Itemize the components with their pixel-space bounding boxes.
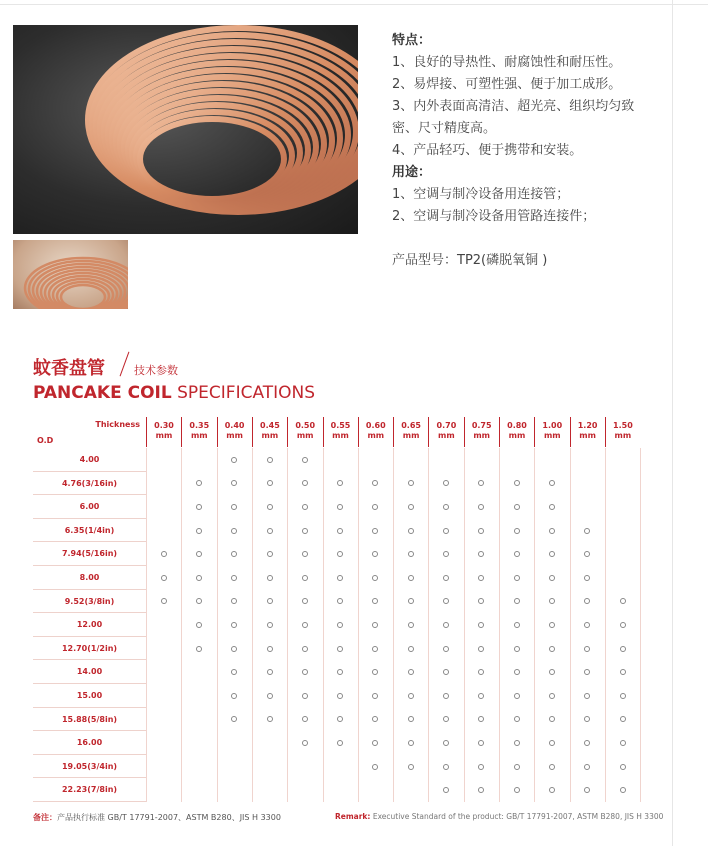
availability-mark <box>408 764 414 770</box>
availability-mark <box>408 716 414 722</box>
availability-mark <box>408 575 414 581</box>
sheet-title-en-light: SPECIFICATIONS <box>177 383 316 403</box>
availability-mark <box>478 716 484 722</box>
thumbnail-coil-graphic <box>13 240 128 309</box>
od-value: 6.00 <box>79 502 100 512</box>
thickness-header <box>252 417 287 447</box>
availability-mark <box>549 598 555 604</box>
sheet-title-en <box>33 383 315 403</box>
coil-ring <box>140 119 284 199</box>
od-value: 14.00 <box>76 667 103 677</box>
availability-mark <box>196 575 202 581</box>
availability-mark <box>443 716 449 722</box>
availability-mark <box>584 716 590 722</box>
column-divider <box>217 448 218 802</box>
availability-mark <box>196 598 202 604</box>
availability-mark <box>372 528 378 534</box>
thickness-value: 0.30 <box>154 421 174 430</box>
availability-mark <box>408 646 414 652</box>
availability-mark <box>302 622 308 628</box>
thickness-value: 1.20 <box>577 421 598 430</box>
availability-mark <box>478 528 484 534</box>
availability-mark <box>337 693 343 699</box>
thickness-header <box>358 417 393 447</box>
availability-mark <box>337 740 343 746</box>
availability-mark <box>196 646 202 652</box>
availability-mark <box>302 528 308 534</box>
thickness-value: 1.50 <box>613 421 633 430</box>
availability-mark <box>549 787 555 793</box>
availability-mark <box>443 787 449 793</box>
availability-mark <box>372 575 378 581</box>
thumb-coil-ring <box>61 285 105 309</box>
availability-mark <box>408 598 414 604</box>
availability-mark <box>514 528 520 534</box>
availability-mark <box>372 740 378 746</box>
availability-mark <box>161 575 167 581</box>
availability-mark <box>584 740 590 746</box>
availability-mark <box>267 669 273 675</box>
features-heading: 特点： <box>392 33 432 48</box>
od-value: 15.00 <box>76 690 103 700</box>
column-divider <box>464 448 465 802</box>
thickness-label: Thickness <box>95 420 140 429</box>
availability-mark <box>231 575 237 581</box>
od-value: 6.35(1/4in) <box>64 525 115 535</box>
availability-mark <box>408 480 414 486</box>
od-value: 9.52(3/8in) <box>64 596 115 606</box>
availability-mark <box>620 764 626 770</box>
availability-mark <box>231 528 237 534</box>
availability-mark <box>478 740 484 746</box>
availability-mark <box>337 504 343 510</box>
availability-mark <box>302 551 308 557</box>
availability-mark <box>549 693 555 699</box>
sheet-title-en-bold: PANCAKE COIL <box>33 383 172 403</box>
availability-mark <box>231 598 237 604</box>
availability-mark <box>302 740 308 746</box>
thickness-unit: mm <box>226 431 243 440</box>
thickness-header <box>570 417 605 447</box>
od-value: 12.70(1/2in) <box>61 643 118 653</box>
availability-mark <box>584 575 590 581</box>
availability-mark <box>549 669 555 675</box>
availability-mark <box>549 504 555 510</box>
availability-mark <box>372 669 378 675</box>
availability-mark <box>478 551 484 557</box>
availability-mark <box>514 575 520 581</box>
availability-mark <box>372 480 378 486</box>
availability-mark <box>514 693 520 699</box>
product-photo-main[interactable] <box>13 25 358 234</box>
availability-mark <box>267 504 273 510</box>
availability-mark <box>267 622 273 628</box>
thickness-value: 0.50 <box>295 421 316 430</box>
availability-mark <box>478 693 484 699</box>
availability-mark <box>443 740 449 746</box>
availability-mark <box>337 551 343 557</box>
availability-mark <box>620 622 626 628</box>
thickness-unit: mm <box>473 431 491 440</box>
availability-mark <box>408 622 414 628</box>
availability-mark <box>302 480 308 486</box>
availability-mark <box>549 575 555 581</box>
thickness-header <box>464 417 499 447</box>
availability-mark <box>231 716 237 722</box>
thickness-value: 0.45 <box>260 421 280 430</box>
column-divider <box>146 448 147 802</box>
availability-mark <box>231 480 237 486</box>
availability-mark <box>267 551 273 557</box>
thickness-unit: mm <box>614 431 632 440</box>
availability-mark <box>443 622 449 628</box>
product-features <box>392 30 672 272</box>
availability-mark <box>478 480 484 486</box>
availability-mark <box>337 598 343 604</box>
remark-cn <box>33 812 281 823</box>
availability-mark <box>231 457 237 463</box>
column-divider <box>570 448 571 802</box>
availability-mark <box>372 716 378 722</box>
availability-mark <box>443 646 449 652</box>
availability-mark <box>549 646 555 652</box>
availability-mark <box>620 693 626 699</box>
availability-mark <box>620 598 626 604</box>
copper-coil-graphic <box>13 25 358 234</box>
availability-mark <box>302 457 308 463</box>
availability-mark <box>231 622 237 628</box>
availability-mark <box>443 764 449 770</box>
availability-mark <box>337 528 343 534</box>
availability-mark <box>267 598 273 604</box>
od-value: 19.05(3/4in) <box>61 761 118 771</box>
availability-mark <box>514 646 520 652</box>
availability-mark <box>514 551 520 557</box>
availability-mark <box>584 622 590 628</box>
column-divider <box>605 448 606 802</box>
od-value: 22.23(7/8in) <box>61 785 118 795</box>
availability-mark <box>584 598 590 604</box>
availability-mark <box>443 504 449 510</box>
thickness-value: 1.00 <box>542 421 563 430</box>
availability-mark <box>196 480 202 486</box>
availability-mark <box>408 504 414 510</box>
feature-item: 1、良好的导热性、耐腐蚀性和耐压性。 <box>392 55 622 70</box>
thickness-unit: mm <box>367 431 385 440</box>
right-divider <box>672 0 673 846</box>
availability-mark <box>478 575 484 581</box>
availability-mark <box>408 740 414 746</box>
availability-mark <box>620 646 626 652</box>
availability-mark <box>196 528 202 534</box>
column-divider <box>640 448 641 802</box>
availability-mark <box>514 669 520 675</box>
availability-mark <box>549 622 555 628</box>
availability-mark <box>584 646 590 652</box>
header-corner <box>33 417 146 447</box>
column-divider <box>181 448 182 802</box>
od-value: 4.00 <box>79 455 100 464</box>
sheet-subtitle-cn: 技术参数 <box>134 364 178 377</box>
od-label: O.D <box>37 436 54 445</box>
availability-mark <box>478 504 484 510</box>
column-divider <box>428 448 429 802</box>
feature-item: 2、易焊接、可塑性强、便于加工成形。 <box>392 77 622 92</box>
thickness-value: 0.40 <box>224 421 245 430</box>
thickness-unit: mm <box>261 431 279 440</box>
availability-mark <box>302 716 308 722</box>
availability-mark <box>372 622 378 628</box>
availability-mark <box>514 740 520 746</box>
thickness-header <box>181 417 216 447</box>
availability-mark <box>620 740 626 746</box>
thickness-value: 0.35 <box>189 421 210 430</box>
availability-mark <box>478 598 484 604</box>
thickness-value: 0.60 <box>365 421 386 430</box>
availability-mark <box>267 716 273 722</box>
availability-mark <box>478 669 484 675</box>
availability-mark <box>549 528 555 534</box>
availability-mark <box>443 551 449 557</box>
availability-mark <box>408 693 414 699</box>
availability-mark <box>514 480 520 486</box>
thickness-value: 0.65 <box>401 421 421 430</box>
availability-mark <box>514 504 520 510</box>
thickness-unit: mm <box>579 431 596 440</box>
availability-mark <box>549 716 555 722</box>
availability-mark <box>302 598 308 604</box>
availability-mark <box>337 575 343 581</box>
thickness-unit: mm <box>543 431 561 440</box>
product-thumbnail[interactable] <box>13 240 128 309</box>
availability-mark <box>584 764 590 770</box>
column-divider <box>323 448 324 802</box>
availability-mark <box>337 669 343 675</box>
thickness-unit: mm <box>190 431 208 440</box>
availability-mark <box>514 764 520 770</box>
availability-mark <box>584 551 590 557</box>
availability-mark <box>267 575 273 581</box>
availability-mark <box>231 504 237 510</box>
thickness-header <box>287 417 322 447</box>
availability-mark <box>372 551 378 557</box>
availability-mark <box>584 528 590 534</box>
feature-item: 4、产品轻巧、便于携带和安装。 <box>392 143 583 158</box>
remark-cn-label: 备注： <box>33 813 57 822</box>
availability-mark <box>372 764 378 770</box>
availability-mark <box>478 622 484 628</box>
thickness-header <box>393 417 428 447</box>
column-divider <box>534 448 535 802</box>
availability-mark <box>267 646 273 652</box>
availability-mark <box>443 575 449 581</box>
usage-item: 1、空调与制冷设备用连接管； <box>392 187 570 202</box>
od-value: 12.00 <box>76 620 103 630</box>
availability-mark <box>231 646 237 652</box>
availability-mark <box>443 669 449 675</box>
thickness-value: 0.75 <box>471 421 492 430</box>
thickness-unit: mm <box>402 431 420 440</box>
availability-mark <box>443 528 449 534</box>
availability-mark <box>196 504 202 510</box>
column-divider <box>499 448 500 802</box>
availability-mark <box>196 551 202 557</box>
od-value: 8.00 <box>79 572 100 582</box>
thickness-unit: mm <box>296 431 314 440</box>
availability-mark <box>196 622 202 628</box>
availability-mark <box>372 504 378 510</box>
availability-mark <box>443 480 449 486</box>
product-model: 产品型号：TP2(磷脱氧铜 ) <box>392 253 548 268</box>
od-value: 16.00 <box>76 738 103 748</box>
availability-mark <box>620 716 626 722</box>
thickness-value: 0.80 <box>507 421 527 430</box>
thickness-value: 0.55 <box>330 421 351 430</box>
usage-heading: 用途： <box>392 165 432 180</box>
thickness-header <box>605 417 640 447</box>
availability-mark <box>267 528 273 534</box>
row-separator <box>33 801 146 802</box>
thickness-unit: mm <box>438 431 455 440</box>
thickness-header <box>217 417 252 447</box>
availability-mark <box>231 693 237 699</box>
specification-sheet <box>13 345 672 838</box>
thickness-value: 0.70 <box>436 421 457 430</box>
availability-mark <box>478 787 484 793</box>
availability-mark <box>514 716 520 722</box>
availability-mark <box>408 551 414 557</box>
column-divider <box>393 448 394 802</box>
availability-mark <box>372 646 378 652</box>
feature-item: 密、尺寸精度高。 <box>392 121 497 136</box>
thickness-unit: mm <box>508 431 526 440</box>
remark-en-text: Executive Standard of the product: GB/T 17791-2007, ASTM B280, JIS H 3300 <box>372 812 664 821</box>
availability-mark <box>231 551 237 557</box>
availability-mark <box>302 669 308 675</box>
usage-item: 2、空调与制冷设备用管路连接件； <box>392 209 596 224</box>
remark-en-label: Remark: <box>335 812 371 821</box>
availability-mark <box>443 693 449 699</box>
availability-mark <box>620 787 626 793</box>
availability-mark <box>302 504 308 510</box>
availability-mark <box>337 480 343 486</box>
availability-mark <box>443 598 449 604</box>
availability-mark <box>302 693 308 699</box>
availability-mark <box>514 598 520 604</box>
availability-mark <box>514 787 520 793</box>
availability-mark <box>549 764 555 770</box>
availability-mark <box>408 528 414 534</box>
availability-mark <box>584 693 590 699</box>
od-value: 7.94(5/16in) <box>61 549 118 559</box>
sheet-title-cn: 蚊香盘管 <box>33 358 105 379</box>
availability-mark <box>584 787 590 793</box>
title-slash <box>120 352 130 377</box>
availability-mark <box>161 598 167 604</box>
thickness-header <box>428 417 463 447</box>
availability-mark <box>514 622 520 628</box>
availability-mark <box>478 764 484 770</box>
thickness-header <box>499 417 534 447</box>
availability-mark <box>337 646 343 652</box>
column-divider <box>358 448 359 802</box>
availability-mark <box>372 693 378 699</box>
availability-mark <box>302 575 308 581</box>
availability-mark <box>231 669 237 675</box>
availability-mark <box>267 480 273 486</box>
availability-mark <box>584 669 590 675</box>
thickness-header <box>323 417 358 447</box>
top-divider <box>0 4 708 5</box>
column-divider <box>252 448 253 802</box>
availability-mark <box>337 716 343 722</box>
od-value: 15.88(5/8in) <box>61 714 118 724</box>
column-divider <box>287 448 288 802</box>
remark-cn-text: 产品执行标准 GB/T 17791-2007、ASTM B280、JIS H 3300 <box>57 813 281 822</box>
availability-mark <box>161 551 167 557</box>
availability-mark <box>549 551 555 557</box>
availability-mark <box>267 457 273 463</box>
remark-en <box>335 812 663 821</box>
availability-mark <box>302 646 308 652</box>
od-value: 4.76(3/16in) <box>61 478 118 488</box>
thickness-unit: mm <box>155 431 173 440</box>
availability-mark <box>267 693 273 699</box>
availability-mark <box>549 480 555 486</box>
thickness-header <box>146 417 181 447</box>
availability-mark <box>372 598 378 604</box>
availability-mark <box>549 740 555 746</box>
feature-item: 3、内外表面高清洁、超光亮、组织均匀致 <box>392 99 635 114</box>
availability-mark <box>408 669 414 675</box>
thickness-header <box>534 417 569 447</box>
availability-mark <box>620 669 626 675</box>
availability-mark <box>478 646 484 652</box>
availability-mark <box>337 622 343 628</box>
thickness-unit: mm <box>332 431 349 440</box>
